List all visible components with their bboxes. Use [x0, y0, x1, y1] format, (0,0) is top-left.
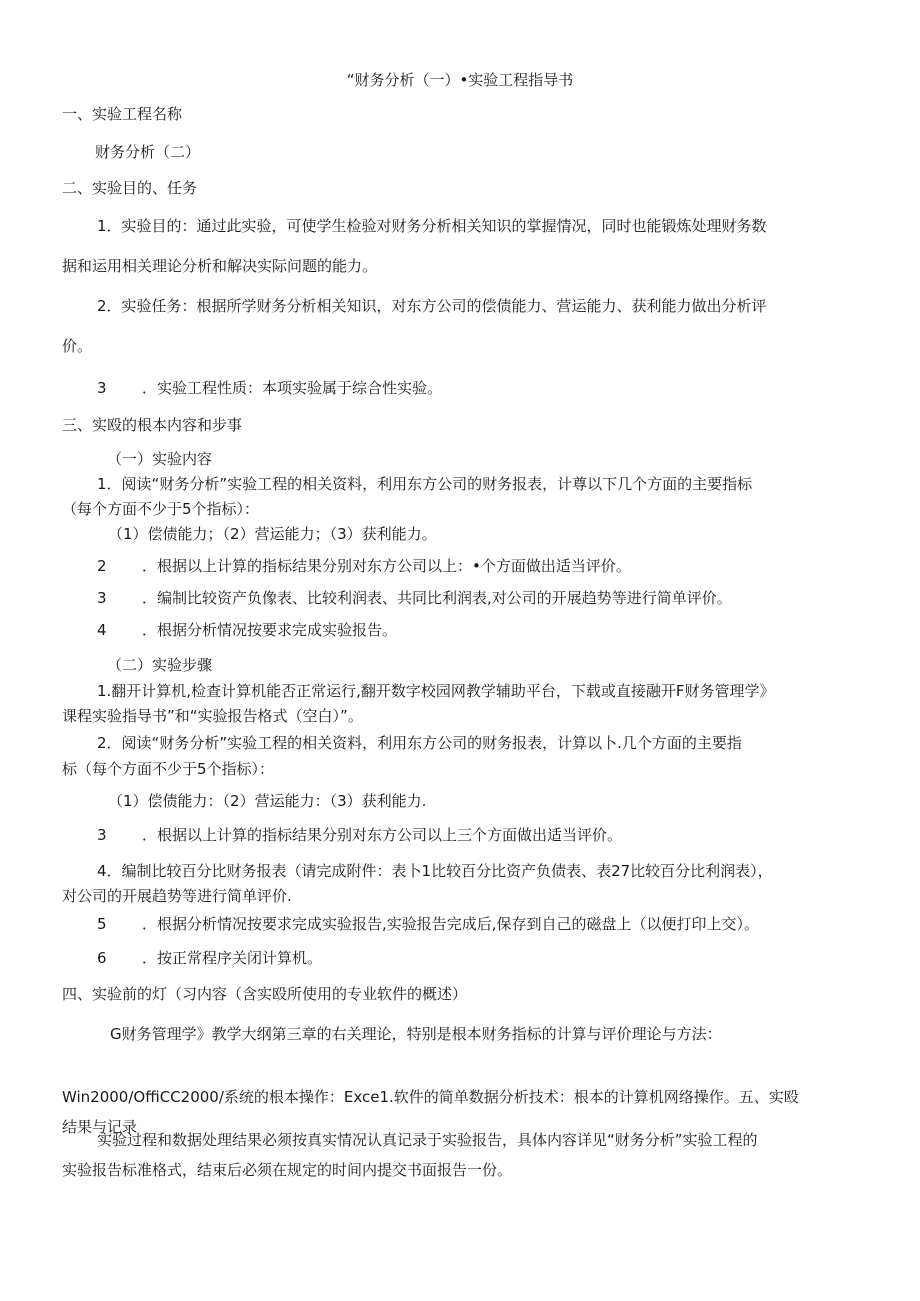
step-2-line-1: 2．阅读“财务分析”实验工程的相关资料，利用东方公司的财务报表，计算以卜.几个方面的主要指 — [97, 734, 742, 752]
prep-line-3: 结果与记录 — [62, 1118, 138, 1136]
results-line-1: 实验过程和数据处理结果必须按真实情况认真记录于实验报告，具体内容详见“财务分析”实验工程的 — [97, 1131, 758, 1149]
section-3-heading: 三、实殴的根本内容和步事 — [62, 416, 243, 434]
step-1-line-1: 1.翻开计算机,检查计算机能否正常运行,翻开数字校园网教学辅助平台，下载或直接融开F财务管理学》 — [97, 682, 775, 700]
content-item-3-number: 3 — [97, 589, 107, 607]
step-5-text: ．根据分析情况按要求完成实验报告,实验报告完成后,保存到自己的磁盘上（以便打印上交）。 — [142, 915, 760, 933]
project-name: 财务分析（二） — [95, 143, 201, 161]
content-subheading: （一）实验内容 — [107, 450, 213, 468]
content-item-2-text: ．根据以上计算的指标结果分别对东方公司以上：•个方面做出适当评价。 — [142, 557, 631, 575]
step-1-line-2: 课程实验指导书”和“实验报告格式（空白）”。 — [62, 707, 363, 725]
nature-text: ．实验工程性质：本项实验属于综合性实验。 — [142, 379, 443, 397]
step-2-line-3: （1）偿债能力：（2）营运能力：（3）获利能力. — [108, 792, 427, 810]
content-item-3-text: ．编制比较资产负像表、比较利润表、共同比利润表,对公司的开展趋势等进行简单评价。 — [142, 589, 732, 607]
document-title: “财务分析（一）•实验工程指导书 — [346, 71, 574, 89]
content-item-1-line-1: 1．阅读“财务分析”实验工程的相关资料，利用东方公司的财务报表，计尊以下几个方面的主要指标 — [97, 475, 753, 493]
purpose-line-1: 1．实验目的：通过此实验，可使学生检验对财务分析相关知识的掌握情况，同时也能锻炼处理财务数 — [97, 217, 767, 235]
steps-subheading: （二）实验步骤 — [107, 656, 213, 674]
step-6-number: 6 — [97, 949, 107, 967]
nature-number: 3 — [97, 379, 107, 397]
content-item-1-line-3: （1）偿债能力；（2）营运能力；（3）获利能力。 — [108, 525, 437, 543]
content-item-2-number: 2 — [97, 557, 107, 575]
content-item-1-line-2: （每个方面不少于5个指标）： — [62, 500, 260, 518]
task-line-1: 2．实验任务：根据所学财务分析相关知识，对东方公司的偿债能力、营运能力、获利能力做出分析评 — [97, 297, 767, 315]
content-item-4-text: ．根据分析情况按要求完成实验报告。 — [142, 621, 398, 639]
step-4-line-2: 对公司的开展趋势等进行简单评价. — [62, 887, 292, 905]
step-3-number: 3 — [97, 826, 107, 844]
content-item-4-number: 4 — [97, 621, 107, 639]
section-2-heading: 二、实验目的、任务 — [62, 179, 198, 197]
task-line-2: 价。 — [62, 337, 93, 355]
step-5-number: 5 — [97, 915, 107, 933]
step-2-line-2: 标（每个方面不少于5个指标）： — [62, 760, 275, 778]
section-1-heading: 一、实验工程名称 — [62, 105, 183, 123]
prep-line-1: G财务管理学》教学大纲第三章的右关理论，特别是根本财务指标的计算与评价理论与方法： — [110, 1025, 722, 1043]
purpose-line-2: 据和运用相关理论分析和解决实际问题的能力。 — [62, 257, 378, 275]
section-4-heading: 四、实验前的灯（习内容（含实殴所使用的专业软件的概述） — [62, 985, 468, 1003]
step-4-line-1: 4．编制比较百分比财务报表（请完成附件：表卜1比较百分比资产负债表、表27比较百分比利润表）， — [97, 862, 773, 880]
results-line-2: 实验报告标准格式，结束后必须在规定的时间内提交书面报告一份。 — [62, 1161, 513, 1179]
step-6-text: ．按正常程序关闭计算机。 — [142, 949, 323, 967]
prep-line-2: Win2000/OffiCC2000/系统的根本操作：Exce1.软件的简单数据分析技术：根本的计算机网络操作。五、实殴 — [62, 1088, 799, 1106]
step-3-text: ．根据以上计算的指标结果分别对东方公司以上三个方面做出适当评价。 — [142, 826, 623, 844]
